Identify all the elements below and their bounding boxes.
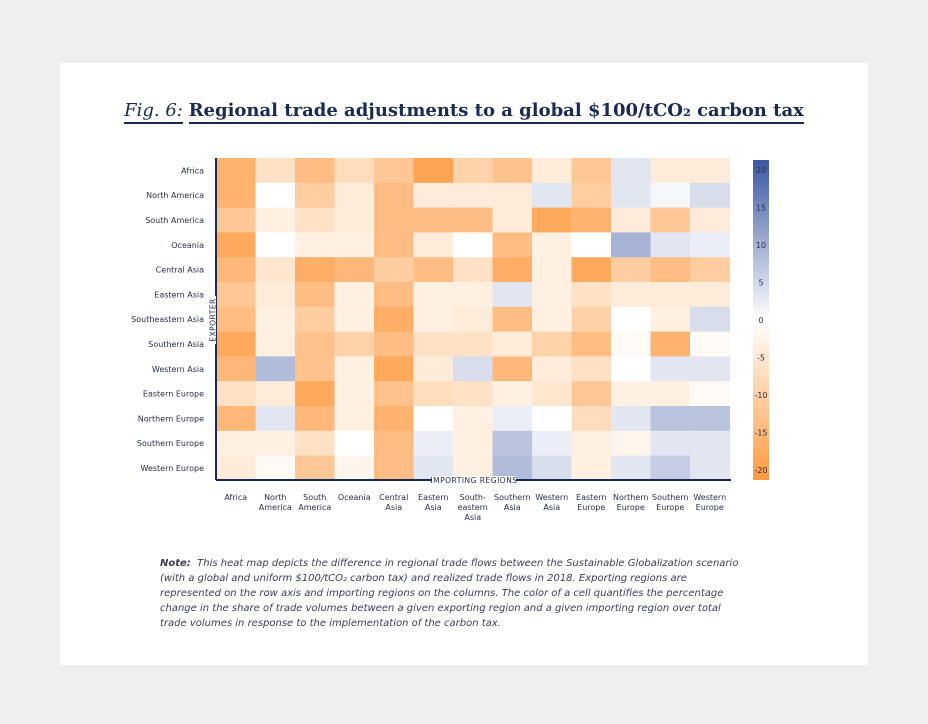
heatmap-cell [374, 456, 414, 481]
heatmap-cell [690, 456, 730, 481]
heatmap-cell [453, 208, 493, 233]
heatmap-cell [256, 406, 296, 431]
heatmap-cell [611, 257, 651, 282]
heatmap-cell [651, 332, 691, 357]
heatmap-cell [256, 332, 296, 357]
heatmap-cell [532, 406, 572, 431]
heatmap-cell [216, 332, 256, 357]
figure-title-text: Regional trade adjustments to a global $100/tCO₂ carbon tax [189, 100, 804, 124]
heatmap-cell [690, 431, 730, 456]
heatmap-cell [335, 406, 375, 431]
heatmap-cell [611, 307, 651, 332]
heatmap-cell [374, 381, 414, 406]
heatmap-cell [690, 158, 730, 183]
heatmap-cell [651, 406, 691, 431]
heatmap-cell [256, 282, 296, 307]
heatmap-cell [690, 332, 730, 357]
heatmap-cell [532, 257, 572, 282]
colorbar-tick-label: -15 [754, 428, 768, 438]
heatmap-cell [374, 356, 414, 381]
heatmap-cell [216, 158, 256, 183]
heatmap-cell [532, 232, 572, 257]
x-axis-label: IMPORTING REGIONS [430, 476, 518, 485]
heatmap-cell [611, 332, 651, 357]
column-label: North America [258, 493, 292, 512]
heatmap-cell [493, 307, 533, 332]
heatmap-cell [493, 158, 533, 183]
heatmap-cell [414, 183, 454, 208]
heatmap-cell [532, 282, 572, 307]
heatmap-cell [572, 431, 612, 456]
heatmap-cell [374, 158, 414, 183]
heatmap-cell [572, 183, 612, 208]
heatmap-cell [611, 282, 651, 307]
row-label: Southern Europe [136, 439, 204, 449]
heatmap-cell [256, 257, 296, 282]
heatmap-cell [216, 356, 256, 381]
heatmap-cell [295, 183, 335, 208]
heatmap-cell [572, 232, 612, 257]
heatmap-cell [414, 307, 454, 332]
heatmap-cell [335, 307, 375, 332]
heatmap-cell [453, 332, 493, 357]
column-label: South America [298, 493, 332, 512]
heatmap-cell [256, 208, 296, 233]
heatmap-cell [295, 406, 335, 431]
heatmap-cell [690, 232, 730, 257]
row-label: Southeastern Asia [131, 315, 204, 325]
heatmap-cell [572, 257, 612, 282]
heatmap-cell [335, 282, 375, 307]
heatmap-cell [414, 257, 454, 282]
heatmap-cell [295, 456, 335, 481]
heatmap-cell [493, 208, 533, 233]
heatmap-cell [256, 307, 296, 332]
heatmap-cell [453, 158, 493, 183]
heatmap-cell [256, 183, 296, 208]
heatmap-cells [216, 158, 730, 481]
heatmap-cell [414, 208, 454, 233]
heatmap-cell [453, 282, 493, 307]
heatmap-cell [611, 431, 651, 456]
heatmap-cell [335, 356, 375, 381]
heatmap-cell [611, 406, 651, 431]
heatmap-cell [651, 307, 691, 332]
heatmap-cell [374, 232, 414, 257]
heatmap-cell [532, 431, 572, 456]
heatmap-cell [216, 431, 256, 456]
heatmap-cell [690, 257, 730, 282]
heatmap-cell [611, 456, 651, 481]
colorbar-tick-label: -5 [757, 353, 765, 363]
colorbar-tick-label: 20 [755, 166, 767, 175]
heatmap-cell [651, 232, 691, 257]
column-label: Western Asia [535, 493, 569, 512]
row-label: North America [146, 191, 204, 201]
heatmap-cell [493, 232, 533, 257]
heatmap-cell [335, 208, 375, 233]
heatmap-cell [374, 183, 414, 208]
heatmap-cell [651, 158, 691, 183]
heatmap-cell [256, 381, 296, 406]
heatmap-cell [493, 257, 533, 282]
heatmap-cell [216, 406, 256, 431]
heatmap-cell [651, 456, 691, 481]
heatmap-cell [493, 356, 533, 381]
heatmap-cell [453, 431, 493, 456]
colorbar-tick-label: 0 [758, 316, 764, 325]
heatmap-cell [374, 431, 414, 456]
heatmap-cell [256, 158, 296, 183]
heatmap-cell [651, 431, 691, 456]
heatmap-cell [295, 431, 335, 456]
heatmap-cell [216, 456, 256, 481]
heatmap-cell [295, 208, 335, 233]
heatmap-cell [651, 257, 691, 282]
row-label: Africa [181, 166, 204, 176]
figure-note [160, 556, 750, 629]
column-label: South-eastern Asia [457, 493, 488, 522]
heatmap-cell [216, 381, 256, 406]
heatmap-cell [216, 307, 256, 332]
heatmap-cell [374, 208, 414, 233]
row-labels [131, 166, 204, 473]
heatmap-cell [611, 232, 651, 257]
heatmap-cell [532, 381, 572, 406]
column-label: Western Europe [693, 493, 727, 512]
heatmap-cell [335, 456, 375, 481]
heatmap-cell [690, 406, 730, 431]
heatmap-cell [295, 257, 335, 282]
heatmap-cell [295, 332, 335, 357]
heatmap-cell [493, 332, 533, 357]
row-label: Eastern Asia [154, 290, 204, 300]
heatmap-cell [216, 257, 256, 282]
heatmap-cell [532, 183, 572, 208]
heatmap-cell [414, 356, 454, 381]
row-label: Western Asia [151, 364, 204, 374]
heatmap-cell [690, 307, 730, 332]
heatmap-cell [256, 431, 296, 456]
heatmap-cell [414, 282, 454, 307]
row-label: Southern Asia [148, 340, 204, 349]
column-label: Africa [224, 493, 248, 502]
column-label: Oceania [337, 493, 371, 502]
column-labels [224, 493, 726, 522]
heatmap-cell [453, 406, 493, 431]
heatmap-cell [572, 381, 612, 406]
heatmap-cell [335, 158, 375, 183]
heatmap-cell [611, 208, 651, 233]
column-label: Southern Asia [494, 493, 531, 512]
heatmap-cell [651, 282, 691, 307]
row-label: Oceania [171, 240, 204, 250]
heatmap-cell [651, 356, 691, 381]
heatmap-cell [611, 158, 651, 183]
column-label: Northern Europe [612, 493, 649, 512]
heatmap-cell [453, 307, 493, 332]
heatmap-cell [295, 158, 335, 183]
heatmap-cell [651, 183, 691, 208]
heatmap-cell [572, 282, 612, 307]
heatmap-cell [453, 381, 493, 406]
column-label: Central Asia [379, 493, 409, 512]
heatmap-cell [690, 356, 730, 381]
heatmap-cell [216, 232, 256, 257]
heatmap-cell [374, 332, 414, 357]
heatmap-cell [690, 381, 730, 406]
heatmap-cell [335, 232, 375, 257]
heatmap-cell [493, 406, 533, 431]
heatmap-cell [295, 307, 335, 332]
heatmap-cell [493, 183, 533, 208]
heatmap-cell [690, 183, 730, 208]
heatmap-cell [690, 208, 730, 233]
heatmap-cell [493, 381, 533, 406]
heatmap-cell [335, 183, 375, 208]
colorbar-tick-label: 15 [755, 203, 767, 213]
heatmap-cell [611, 356, 651, 381]
heatmap-cell [256, 356, 296, 381]
row-label: Northern Europe [137, 414, 204, 424]
heatmap-cell [572, 208, 612, 233]
colorbar-tick-label: 5 [758, 278, 764, 288]
heatmap-cell [611, 183, 651, 208]
heatmap-cell [414, 406, 454, 431]
heatmap-cell [414, 158, 454, 183]
heatmap-cell [374, 257, 414, 282]
heatmap-cell [414, 332, 454, 357]
heatmap-cell [453, 356, 493, 381]
heatmap-cell [493, 431, 533, 456]
heatmap-cell [532, 356, 572, 381]
heatmap-cell [532, 208, 572, 233]
heatmap-cell [256, 456, 296, 481]
heatmap-cell [335, 332, 375, 357]
note-label: Note: [160, 558, 191, 569]
heatmap-cell [690, 282, 730, 307]
heatmap-cell [453, 183, 493, 208]
heatmap-cell [335, 431, 375, 456]
heatmap-cell [295, 282, 335, 307]
heatmap-cell [374, 307, 414, 332]
heatmap-cell [295, 232, 335, 257]
heatmap-cell [256, 232, 296, 257]
heatmap-cell [414, 232, 454, 257]
heatmap-cell [216, 208, 256, 233]
figure-label: Fig. 6: [124, 100, 183, 124]
note-text: This heat map depicts the difference in regional trade flows between the Sustainable Globalization scenario (with a global and uniform $100/tCO₂ carbon tax) and realized trade flows in 2018. Exporting regions are represented on the row axis and importing regions on the columns. The color of a cell quantifies the percentage change in the share of trade volumes between a given exporting region and a given importing region over total trade volumes in response to the implementation of the carbon tax. [160, 558, 739, 629]
heatmap-cell [453, 232, 493, 257]
colorbar-tick-label: -20 [754, 466, 768, 475]
heatmap-cell [572, 158, 612, 183]
heatmap-cell [216, 183, 256, 208]
heatmap-cell [532, 332, 572, 357]
heatmap-cell [295, 381, 335, 406]
column-label: Eastern Asia [418, 493, 449, 512]
heatmap-cell [216, 282, 256, 307]
heatmap-cell [572, 456, 612, 481]
heatmap-cell [532, 158, 572, 183]
heatmap-cell [651, 208, 691, 233]
heatmap-cell [335, 381, 375, 406]
heatmap-cell [572, 406, 612, 431]
heatmap-cell [493, 282, 533, 307]
row-label: Eastern Europe [142, 389, 204, 399]
heatmap-cell [335, 257, 375, 282]
column-label: Eastern Europe [576, 493, 607, 512]
heatmap-cell [295, 356, 335, 381]
column-label: Southern Europe [652, 493, 689, 512]
heatmap-cell [374, 406, 414, 431]
y-axis-label: EXPORTER [208, 298, 218, 342]
row-label: Western Europe [140, 464, 204, 473]
row-label: Central Asia [155, 265, 204, 275]
heatmap-cell [572, 356, 612, 381]
colorbar-tick-label: 10 [755, 241, 767, 250]
heatmap-cell [414, 381, 454, 406]
heatmap-cell [374, 282, 414, 307]
heatmap-cell [611, 381, 651, 406]
heatmap-cell [453, 257, 493, 282]
heatmap-cell [572, 332, 612, 357]
heatmap-cell [414, 431, 454, 456]
row-label: South America [145, 216, 204, 225]
heatmap-cell [572, 307, 612, 332]
heatmap-cell [532, 456, 572, 481]
colorbar-tick-label: -10 [754, 391, 768, 400]
heatmap-cell [532, 307, 572, 332]
heatmap-cell [651, 381, 691, 406]
